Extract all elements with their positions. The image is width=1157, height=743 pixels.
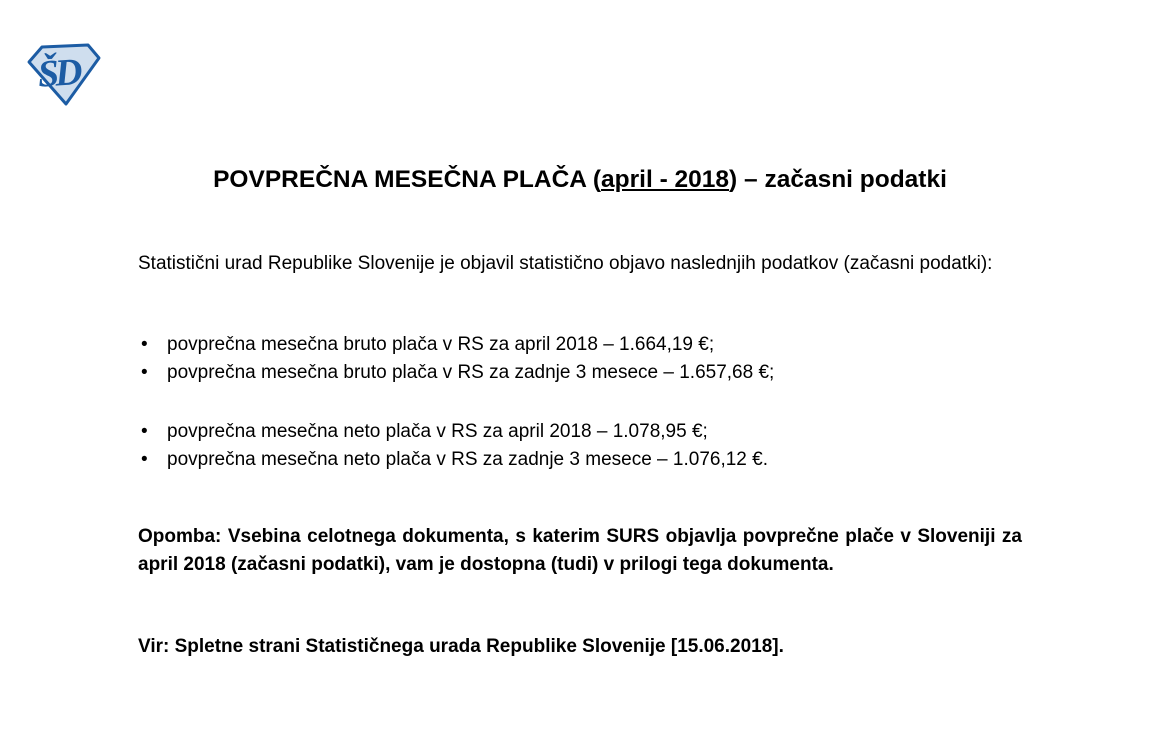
note-paragraph: Opomba: Vsebina celotnega dokumenta, s katerim SURS objavlja povprečne plače v Sloveniji za april 2018 (začasni podatki), vam je dostopna (tudi) v prilogi tega dokumenta. [138,526,1022,575]
title-suffix: ) – začasni podatki [729,166,947,193]
list-item: • povprečna mesečna neto plača v RS za zadnje 3 mesece – 1.076,12 €. [138,446,1022,474]
intro-paragraph: Statistični urad Republike Slovenije je objavil statistično objavo naslednjih podatkov (začasni podatki): [138,253,993,274]
neto-salary-list [138,418,1022,474]
list-item: • povprečna mesečna bruto plača v RS za zadnje 3 mesece – 1.657,68 €; [138,359,1022,387]
list-item: • povprečna mesečna neto plača v RS za april 2018 – 1.078,95 €; [138,418,1022,446]
page-title [138,166,1022,194]
title-underlined-date: april - 2018 [601,166,730,193]
title-prefix: POVPREČNA MESEČNA PLAČA ( [213,166,602,193]
source-line: Vir: Spletne strani Statističnega urada Republike Slovenije [15.06.2018]. [138,636,784,657]
bruto-salary-list [138,331,1022,387]
svg-text:ŠD: ŠD [36,51,80,96]
sd-logo [26,42,102,108]
sd-logo-icon [26,42,102,108]
list-item: • povprečna mesečna bruto plača v RS za april 2018 – 1.664,19 €; [138,331,1022,359]
